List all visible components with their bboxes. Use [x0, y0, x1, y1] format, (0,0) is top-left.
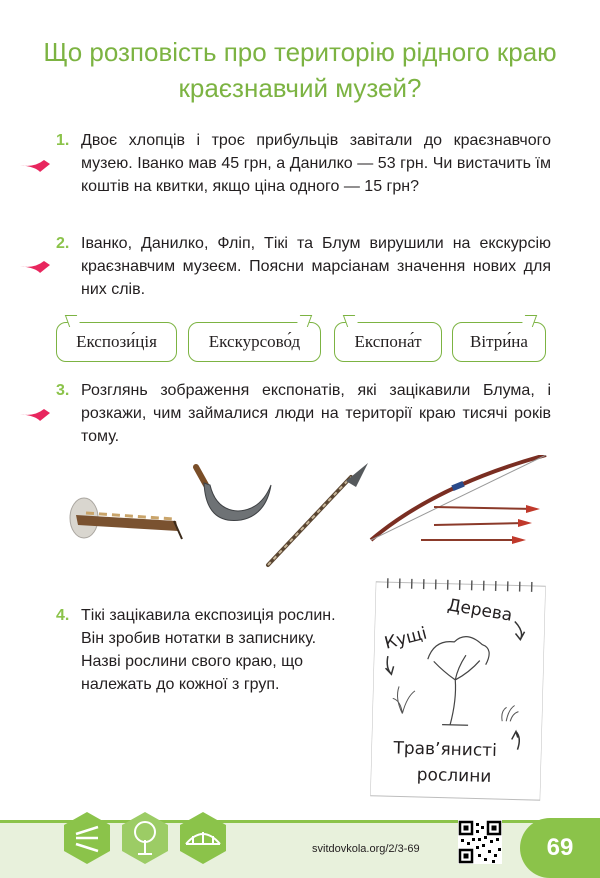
task-text: Тікі зацікавила експозиція рослин. Він зробив нотатки в записнику. Назві рослини свого краю, що належать до кожної з груп.: [81, 607, 336, 693]
page-number: 69: [520, 818, 600, 878]
herbs-label-line2: рослини: [416, 764, 492, 787]
word-bubble: Екскурсово́д: [188, 322, 321, 362]
task-text: Розглянь зображення експонатів, які зацікавили Блума, і розкажи, чим займалися люди на території краю тисячі років тому.: [81, 382, 551, 445]
page-title: Що розповість про територію рідного краю краєзнавчий музей?: [43, 37, 557, 103]
notepad: [370, 578, 546, 802]
word-bubble: Експози́ція: [56, 322, 177, 362]
stone-hammer-image: [70, 498, 182, 539]
hexagon-tree-icon: [120, 810, 170, 866]
task-number: 3.: [56, 382, 70, 399]
task-number: 2.: [56, 235, 70, 252]
task-text: Іванко, Данилко, Фліп, Тікі та Блум вирушили на екскурсію краєзнавчим музеєм. Поясни марсіанам значення нових для них слів.: [81, 235, 551, 298]
word-bubble: Вітри́на: [452, 322, 546, 362]
herbs-label-line1: Трав’янисті: [393, 738, 498, 762]
word-bubble: Експона́т: [334, 322, 442, 362]
shrubs-label: Кущі: [382, 623, 430, 654]
arrow-marker-icon: [18, 405, 52, 423]
qr-code-icon[interactable]: [458, 820, 502, 864]
arrow-marker-icon: [18, 257, 52, 275]
artifacts-illustration: [56, 455, 556, 570]
footer-url[interactable]: svitdovkola.org/2/3-69: [312, 843, 420, 855]
vocabulary-words: [0, 322, 600, 368]
arrow-marker-icon: [18, 156, 52, 174]
bow-and-arrows-image: [371, 455, 546, 544]
hexagon-math-icon: [62, 810, 112, 866]
hexagon-bridge-icon: [178, 810, 228, 866]
spear-image: [268, 463, 368, 565]
task-number: 1.: [56, 132, 70, 149]
task-text: Двоє хлопців і троє прибульців завітали до краєзнавчого музею. Іванко мав 45 грн, а Данилко — 53 грн. Чи вистачить їм коштів на квитки, якщо ціна одного — 15 грн?: [81, 132, 551, 195]
task-number: 4.: [56, 607, 70, 624]
sickle-image: [196, 467, 271, 521]
trees-label: Дерева: [445, 595, 514, 626]
